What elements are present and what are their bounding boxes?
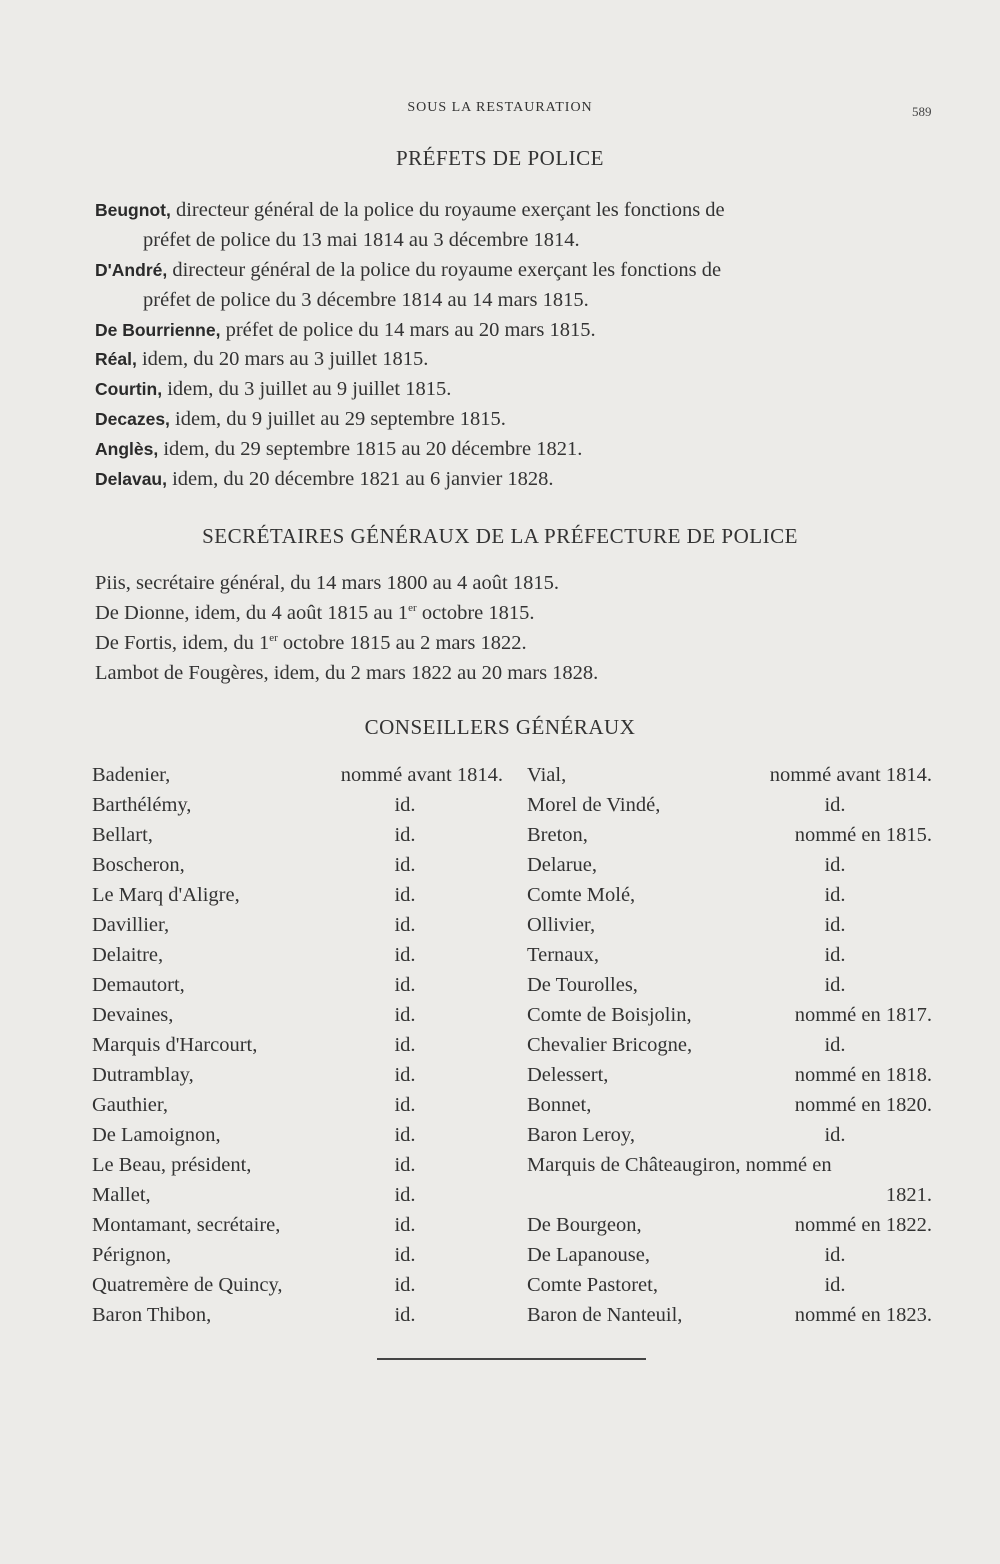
conseiller-name: Ternaux,	[527, 944, 599, 966]
conseiller-date: 1821.	[885, 1184, 932, 1206]
conseiller-date: nommé avant 1814.	[769, 764, 932, 786]
conseiller-name: Marquis d'Harcourt,	[92, 1034, 258, 1056]
prefet-name: Réal,	[95, 349, 137, 369]
conseiller-date: id.	[394, 824, 416, 846]
conseiller-date: id.	[824, 1124, 846, 1146]
conseiller-name: Dutramblay,	[92, 1064, 194, 1086]
conseiller-date: id.	[394, 1154, 416, 1176]
secretaire-text: octobre 1815 au 2 mars 1822.	[277, 632, 527, 654]
conseiller-name: Quatremère de Quincy,	[92, 1274, 283, 1296]
prefet-name: Anglès,	[95, 439, 159, 459]
secretaire-text: De Fortis, idem, du 1	[95, 632, 270, 654]
conseiller-name: Morel de Vindé,	[527, 794, 661, 816]
prefet-name: D'André,	[95, 260, 168, 280]
conseiller-date: nommé en 1815.	[794, 824, 932, 846]
conseiller-date: id.	[824, 1034, 846, 1056]
prefet-text-continued: préfet de police du 13 mai 1814 au 3 décembre 1814.	[143, 229, 580, 251]
conseiller-name: Baron Thibon,	[92, 1304, 212, 1326]
secretaire-text: De Dionne, idem, du 4 août 1815 au 1	[95, 602, 409, 624]
conseiller-date: id.	[824, 854, 846, 876]
prefet-text: idem, du 20 décembre 1821 au 6 janvier 1828.	[166, 468, 554, 490]
conseiller-date: id.	[394, 1214, 416, 1236]
conseiller-date: id.	[394, 944, 416, 966]
conseiller-date: id.	[394, 1244, 416, 1266]
prefet-text: idem, du 3 juillet au 9 juillet 1815.	[162, 378, 452, 400]
conseiller-date: id.	[824, 794, 846, 816]
conseiller-name: De Lapanouse,	[527, 1244, 650, 1266]
secretaire-text: Piis, secrétaire général, du 14 mars 1800 au 4 août 1815.	[95, 572, 559, 594]
conseiller-date: id.	[824, 914, 846, 936]
prefet-name: Courtin,	[95, 379, 163, 399]
conseiller-date: id.	[394, 1004, 416, 1026]
conseiller-date: id.	[394, 884, 416, 906]
superscript: er	[269, 632, 278, 645]
conseiller-name: Barthélémy,	[92, 794, 192, 816]
conseiller-name: Baron de Nanteuil,	[527, 1304, 683, 1326]
conseiller-date: id.	[394, 1064, 416, 1086]
conseiller-name: Comte Pastoret,	[527, 1274, 658, 1296]
conseiller-name: Le Marq d'Aligre,	[92, 884, 240, 906]
conseiller-name: Ollivier,	[527, 914, 596, 936]
secretaire-line	[95, 568, 945, 598]
conseiller-name: Demautort,	[92, 974, 185, 996]
conseiller-date: id.	[824, 884, 846, 906]
prefet-name: Beugnot,	[95, 200, 171, 220]
conseiller-name: Delaitre,	[92, 944, 164, 966]
prefet-text: idem, du 20 mars au 3 juillet 1815.	[136, 348, 429, 370]
conseiller-name: De Bourgeon,	[527, 1214, 642, 1236]
secretaire-line	[95, 658, 945, 688]
conseiller-name: Badenier,	[92, 764, 171, 786]
closing-rule	[377, 1358, 646, 1360]
conseiller-date: id.	[394, 854, 416, 876]
conseiller-name: De Tourolles,	[527, 974, 638, 996]
conseiller-date: id.	[394, 794, 416, 816]
conseiller-date: nommé en 1822.	[794, 1214, 932, 1236]
prefet-text-continued: préfet de police du 3 décembre 1814 au 14 mars 1815.	[143, 289, 589, 311]
secretaire-line	[95, 628, 945, 658]
prefet-entry	[95, 255, 945, 315]
conseiller-date: id.	[824, 1274, 846, 1296]
conseiller-date: id.	[394, 1094, 416, 1116]
conseiller-name: Boscheron,	[92, 854, 185, 876]
conseiller-name: Bonnet,	[527, 1094, 592, 1116]
prefet-text: directeur général de la police du royaume exerçant les fonctions de	[170, 199, 725, 221]
conseiller-date: nommé en 1820.	[794, 1094, 932, 1116]
conseiller-name: Mallet,	[92, 1184, 151, 1206]
conseiller-date: nommé en 1823.	[794, 1304, 932, 1326]
prefet-name: Delavau,	[95, 469, 167, 489]
conseiller-name: Delarue,	[527, 854, 597, 876]
prefet-entry	[95, 315, 945, 345]
secretaire-text: octobre 1815.	[416, 602, 535, 624]
conseiller-name: Delessert,	[527, 1064, 609, 1086]
prefet-entry	[95, 464, 945, 494]
conseiller-date: id.	[394, 974, 416, 996]
conseiller-name: Marquis de Châteaugiron, nommé en	[527, 1154, 832, 1176]
conseiller-name: Davillier,	[92, 914, 170, 936]
page-number: 589	[912, 104, 932, 119]
conseiller-date: id.	[824, 974, 846, 996]
conseiller-date: id.	[394, 1184, 416, 1206]
prefet-text: idem, du 9 juillet au 29 septembre 1815.	[169, 408, 506, 430]
prefet-name: Decazes,	[95, 409, 170, 429]
conseillers-title: CONSEILLERS GÉNÉRAUX	[364, 715, 636, 739]
prefets-title: PRÉFETS DE POLICE	[395, 146, 605, 170]
conseiller-date: id.	[394, 1304, 416, 1326]
conseiller-date: id.	[824, 944, 846, 966]
conseiller-date: id.	[394, 1124, 416, 1146]
prefet-name: De Bourrienne,	[95, 320, 221, 340]
conseiller-date: id.	[394, 1274, 416, 1296]
conseiller-name: Breton,	[527, 824, 588, 846]
conseiller-date: nommé en 1817.	[794, 1004, 932, 1026]
conseiller-name: Vial,	[527, 764, 567, 786]
prefet-text: idem, du 29 septembre 1815 au 20 décembre 1821.	[158, 438, 583, 460]
conseiller-name: Comte de Boisjolin,	[527, 1004, 692, 1026]
conseiller-date: nommé avant 1814.	[340, 764, 503, 786]
conseiller-name: Chevalier Bricogne,	[527, 1034, 693, 1056]
prefet-entry	[95, 344, 945, 374]
conseiller-name: Comte Molé,	[527, 884, 636, 906]
conseiller-name: Pérignon,	[92, 1244, 172, 1266]
conseiller-name: Le Beau, président,	[92, 1154, 252, 1176]
prefet-entry	[95, 195, 945, 255]
conseiller-date: id.	[394, 914, 416, 936]
secretaire-line	[95, 598, 945, 628]
conseiller-date: nommé en 1818.	[794, 1064, 932, 1086]
secretaire-text: Lambot de Fougères, idem, du 2 mars 1822 au 20 mars 1828.	[95, 662, 599, 684]
conseiller-name: Gauthier,	[92, 1094, 169, 1116]
running-head: SOUS LA RESTAURATION	[407, 100, 593, 115]
prefet-text: préfet de police du 14 mars au 20 mars 1815.	[220, 319, 596, 341]
conseiller-name: Montamant, secrétaire,	[92, 1214, 281, 1236]
conseiller-date: id.	[824, 1244, 846, 1266]
prefet-entry	[95, 374, 945, 404]
secretaires-title: SECRÉTAIRES GÉNÉRAUX DE LA PRÉFECTURE DE POLICE	[202, 524, 798, 548]
prefet-entry	[95, 404, 945, 434]
superscript: er	[408, 602, 417, 615]
conseiller-date: id.	[394, 1034, 416, 1056]
prefet-text: directeur général de la police du royaume exerçant les fonctions de	[167, 259, 722, 281]
conseiller-name: Baron Leroy,	[527, 1124, 635, 1146]
prefet-entry	[95, 434, 945, 464]
conseiller-name: Devaines,	[92, 1004, 174, 1026]
conseiller-name: De Lamoignon,	[92, 1124, 221, 1146]
conseiller-name: Bellart,	[92, 824, 153, 846]
